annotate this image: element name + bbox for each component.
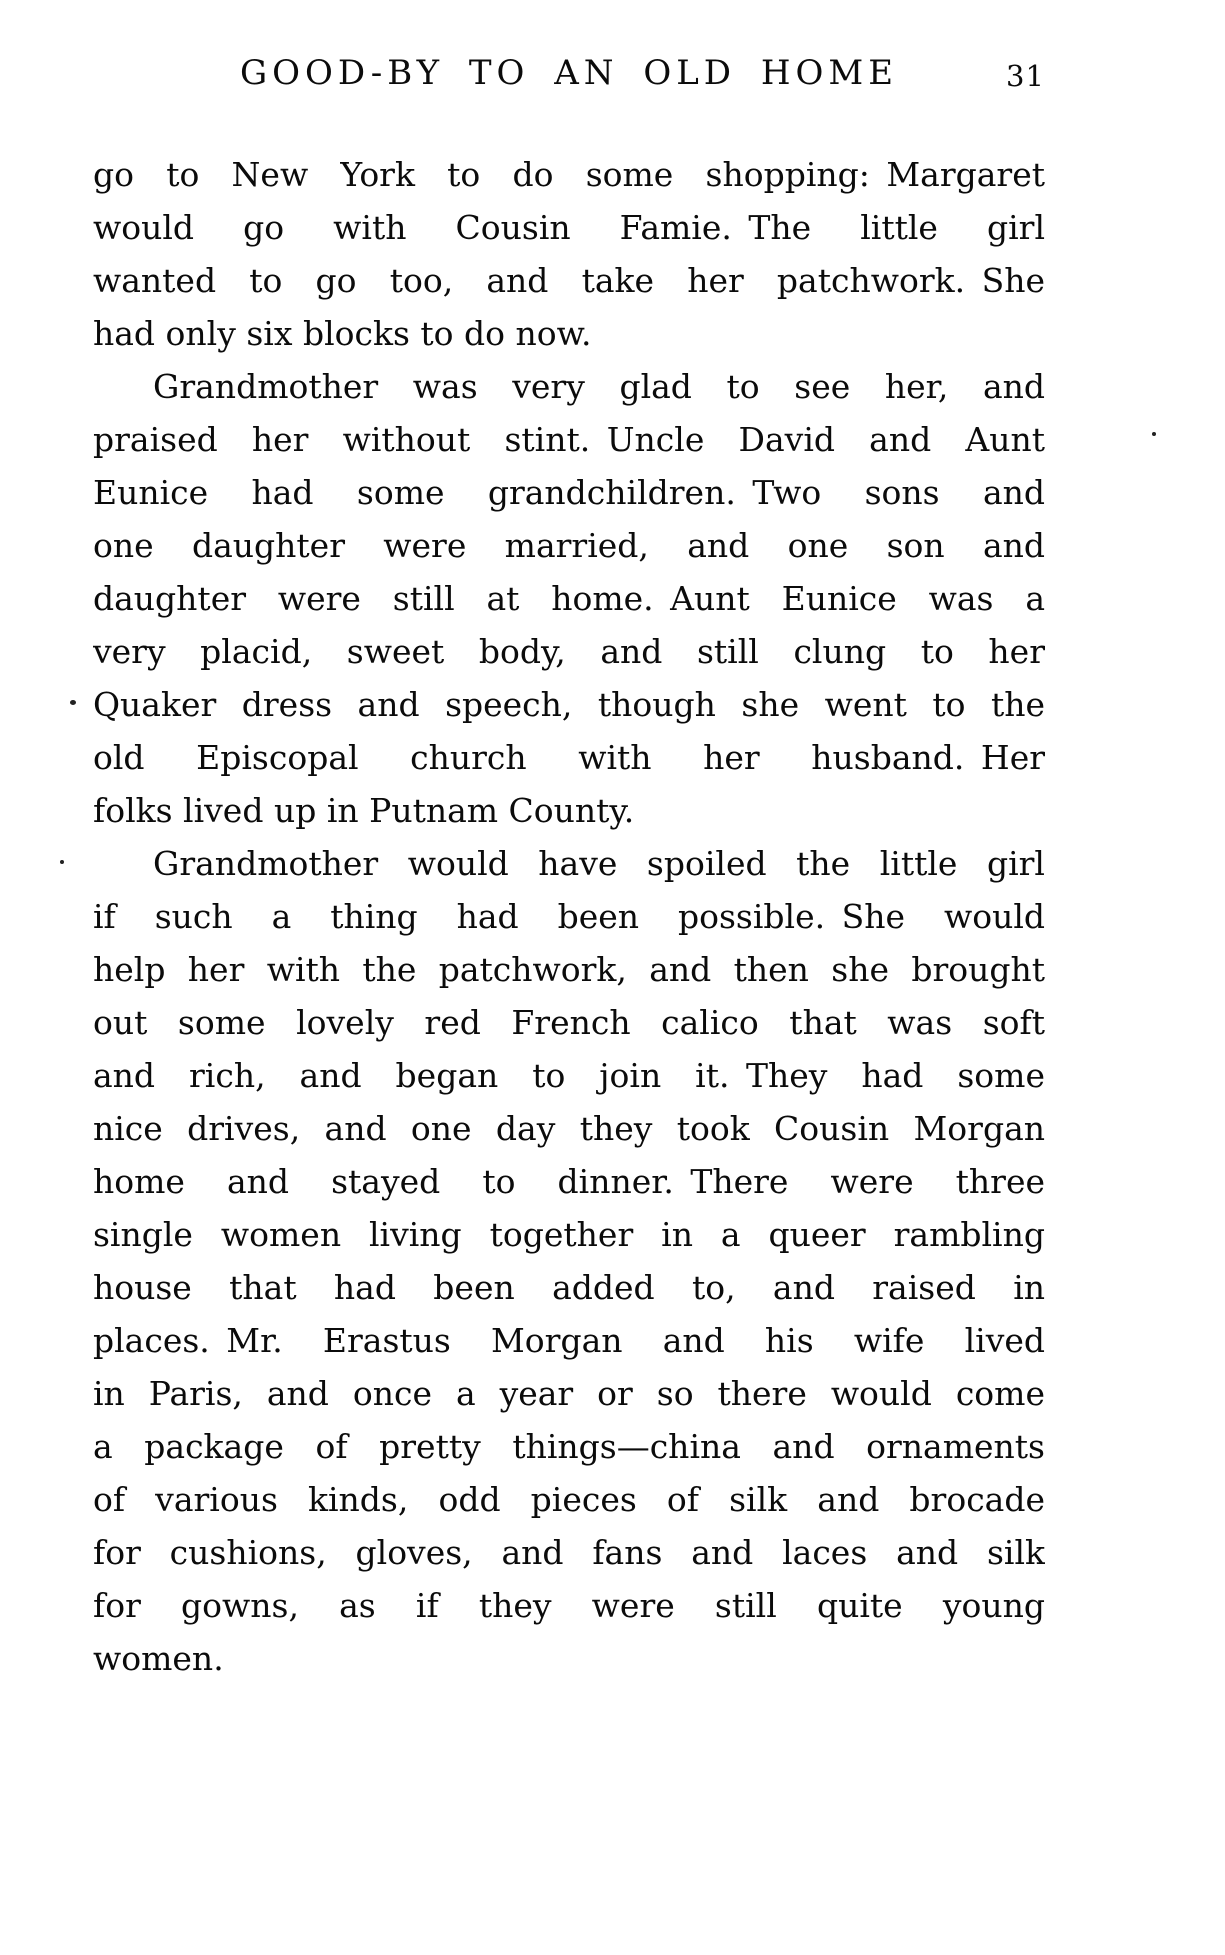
text-line: Quaker dress and speech, though she went to the [93, 685, 1045, 724]
text-line: for cushions, gloves, and fans and laces and silk [93, 1533, 1045, 1572]
scan-speck [60, 860, 64, 864]
text-line: daughter were still at home. Aunt Eunice was a [93, 579, 1045, 618]
body-text [93, 148, 1045, 1685]
text-line: go to New York to do some shopping: Margaret [93, 155, 1045, 194]
text-line: a package of pretty things—china and ornaments [93, 1427, 1045, 1466]
text-line: of various kinds, odd pieces of silk and brocade [93, 1480, 1045, 1519]
text-line: folks lived up in Putnam County. [93, 791, 635, 830]
running-header-title: GOOD-BY TO AN OLD HOME [239, 53, 899, 93]
text-line: one daughter were married, and one son and [93, 526, 1045, 565]
text-line: house that had been added to, and raised in [93, 1268, 1045, 1307]
text-line: if such a thing had been possible. She would [93, 897, 1045, 936]
text-line: Eunice had some grandchildren. Two sons and [93, 473, 1045, 512]
text-line: places. Mr. Erastus Morgan and his wife lived [93, 1321, 1045, 1360]
page-number: 31 [1006, 59, 1045, 93]
text-line: had only six blocks to do now. [93, 314, 592, 353]
text-line: praised her without stint. Uncle David and Aunt [93, 420, 1045, 459]
text-line: wanted to go too, and take her patchwork. She [93, 261, 1045, 300]
text-line: very placid, sweet body, and still clung to her [93, 632, 1045, 671]
text-line: for gowns, as if they were still quite young [93, 1586, 1045, 1625]
scan-speck [70, 700, 76, 705]
text-line: Grandmother was very glad to see her, and [153, 367, 1045, 406]
text-line: women. [93, 1639, 224, 1678]
text-line: single women living together in a queer rambling [93, 1215, 1045, 1254]
text-line: in Paris, and once a year or so there would come [93, 1374, 1045, 1413]
text-line: old Episcopal church with her husband. Her [93, 738, 1045, 777]
text-line: out some lovely red French calico that was soft [93, 1003, 1045, 1042]
text-line: would go with Cousin Famie. The little girl [93, 208, 1045, 247]
text-line: nice drives, and one day they took Cousin Morgan [93, 1109, 1045, 1148]
text-line: help her with the patchwork, and then she brought [93, 950, 1045, 989]
text-line: Grandmother would have spoiled the little girl [153, 844, 1045, 883]
scan-speck [1152, 432, 1156, 436]
text-line: and rich, and began to join it. They had some [93, 1056, 1045, 1095]
text-line: home and stayed to dinner. There were three [93, 1162, 1045, 1201]
